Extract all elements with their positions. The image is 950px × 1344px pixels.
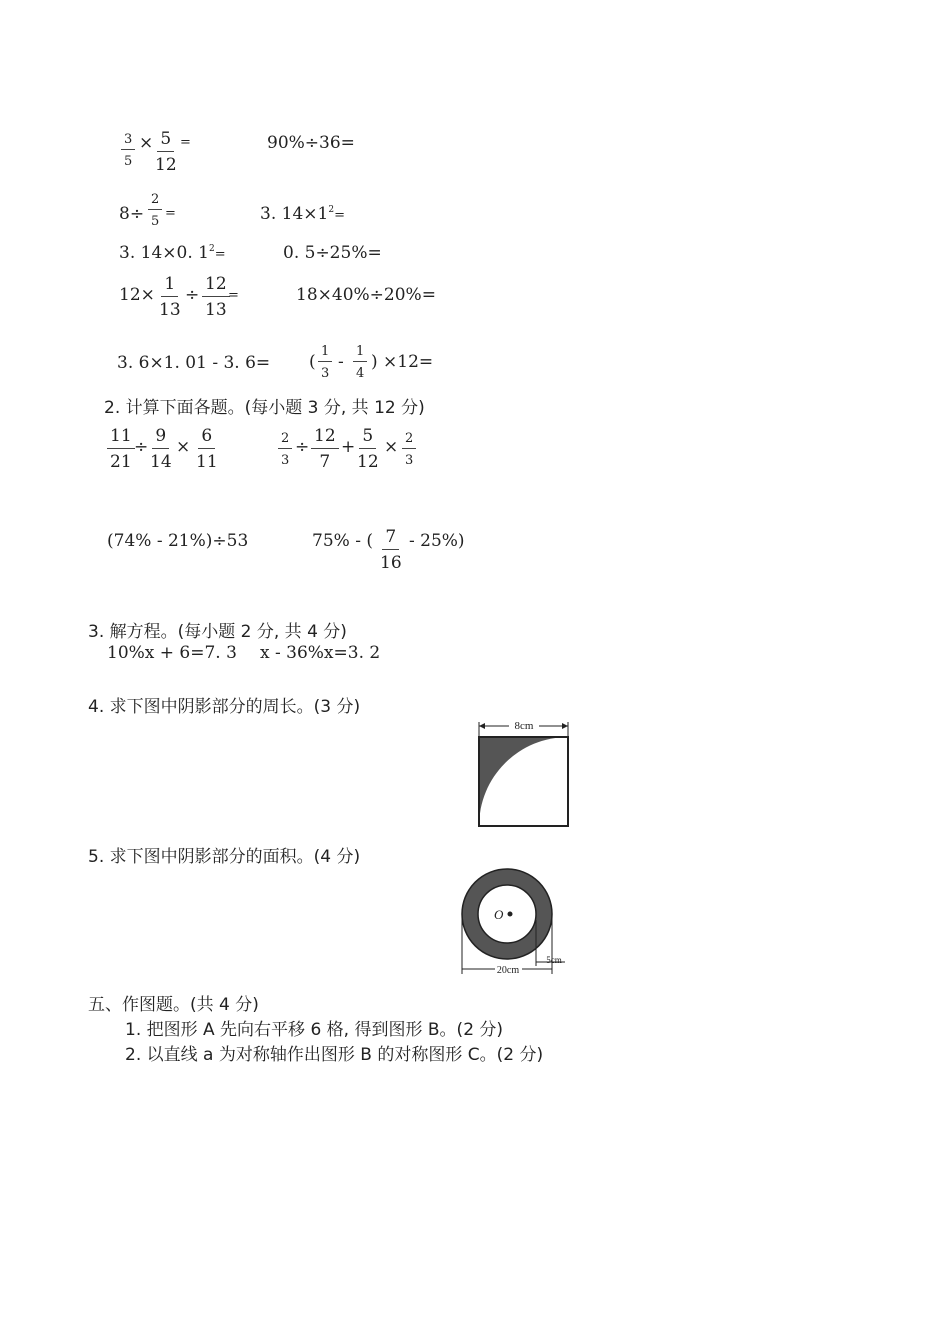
plus-sign: + xyxy=(341,437,356,457)
fraction-12-13: $\frac{12}{13}$ xyxy=(202,276,230,319)
question-3-heading: 3. 解方程。(每小题 2 分, 共 4 分) xyxy=(88,622,347,642)
fraction-6-11: $\frac{6}{11}$ xyxy=(196,426,218,472)
expr-18-times-40pct: 18×40%÷20%= xyxy=(296,285,436,305)
dimension-label: 8cm xyxy=(514,720,534,732)
fraction-2-5: $\frac{2}{5}$ xyxy=(148,193,162,228)
expr-12-times: 12× xyxy=(119,285,155,305)
ring-figure xyxy=(455,862,573,982)
fraction-7-16: $\frac{7}{16}$ xyxy=(380,527,402,573)
section-5-heading: 五、作图题。(共 4 分) xyxy=(88,995,259,1015)
fraction-1-3: $\frac{1}{3}$ xyxy=(318,345,332,380)
fraction-5-12: $\frac{5}{12}$ xyxy=(357,426,379,472)
equation-1: 10%x + 6=7. 3 xyxy=(107,643,237,663)
times-sign: × xyxy=(139,133,154,153)
shaded-region xyxy=(479,737,568,826)
times-sign: × xyxy=(384,437,399,457)
square-quarter-circle-figure xyxy=(470,716,580,830)
fraction-2-3: $\frac{2}{3}$ xyxy=(402,432,416,467)
expr-times-12: ) ×12= xyxy=(371,352,434,372)
expr-05-div-25pct: 0. 5÷25%= xyxy=(283,243,382,263)
equals-sign: = xyxy=(228,288,239,303)
expr-314-times-01sq: 3. 14×0. $1^2=$ xyxy=(119,243,226,263)
times-sign: × xyxy=(176,437,191,457)
divide-sign: ÷ xyxy=(134,437,149,457)
fraction-11-21: $\frac{11}{21}$ xyxy=(107,428,135,471)
fraction-1-4: $\frac{1}{4}$ xyxy=(353,345,367,380)
fraction-2-3: $\frac{2}{3}$ xyxy=(278,432,292,467)
question-2-heading: 2. 计算下面各题。(每小题 3 分, 共 12 分) xyxy=(104,398,425,418)
inner-circle xyxy=(478,885,536,943)
center-label: O xyxy=(494,907,504,922)
section-5-item-1: 1. 把图形 A 先向右平移 6 格, 得到图形 B。(2 分) xyxy=(125,1020,504,1040)
divide-sign: ÷ xyxy=(295,437,310,457)
expr-314-times-1sq: 3. $14\times 1^2=$ xyxy=(260,204,345,224)
divide-sign: ÷ xyxy=(185,285,200,305)
minus-sign: - xyxy=(338,352,344,372)
fraction-12-7: $\frac{12}{7}$ xyxy=(311,428,339,471)
ring-width-label: 5cm xyxy=(546,955,562,965)
expr-90pct-div-36: 90%÷36= xyxy=(267,133,355,153)
fraction-9-14: $\frac{9}{14}$ xyxy=(150,426,172,472)
expr-75pct-minus: 75% - ( xyxy=(312,531,373,551)
equals-sign: = xyxy=(165,206,176,221)
equation-2: x - 36%x=3. 2 xyxy=(260,643,381,663)
left-paren: ( xyxy=(309,352,316,372)
expr-minus-25pct: - 25%) xyxy=(409,531,465,551)
expr-74pct-minus-21pct: (74% - 21%)÷53 xyxy=(107,531,249,551)
expr-36-times-101: 3. 6×1. 01 - 3. 6= xyxy=(117,353,271,373)
equals-sign: = xyxy=(180,135,191,150)
fraction-5-12: $\frac{5}{12}$ xyxy=(155,129,177,175)
fraction-1-13: $\frac{1}{13}$ xyxy=(159,274,181,320)
fraction-3-5: $\frac{3}{5}$ xyxy=(121,133,135,168)
expr-8-div: 8÷ xyxy=(119,204,145,224)
outer-diameter-label: 20cm xyxy=(496,965,520,976)
question-5-heading: 5. 求下图中阴影部分的面积。(4 分) xyxy=(88,847,361,867)
section-5-item-2: 2. 以直线 a 为对称轴作出图形 B 的对称图形 C。(2 分) xyxy=(125,1045,544,1065)
center-dot xyxy=(508,912,513,917)
question-4-heading: 4. 求下图中阴影部分的周长。(3 分) xyxy=(88,697,361,717)
